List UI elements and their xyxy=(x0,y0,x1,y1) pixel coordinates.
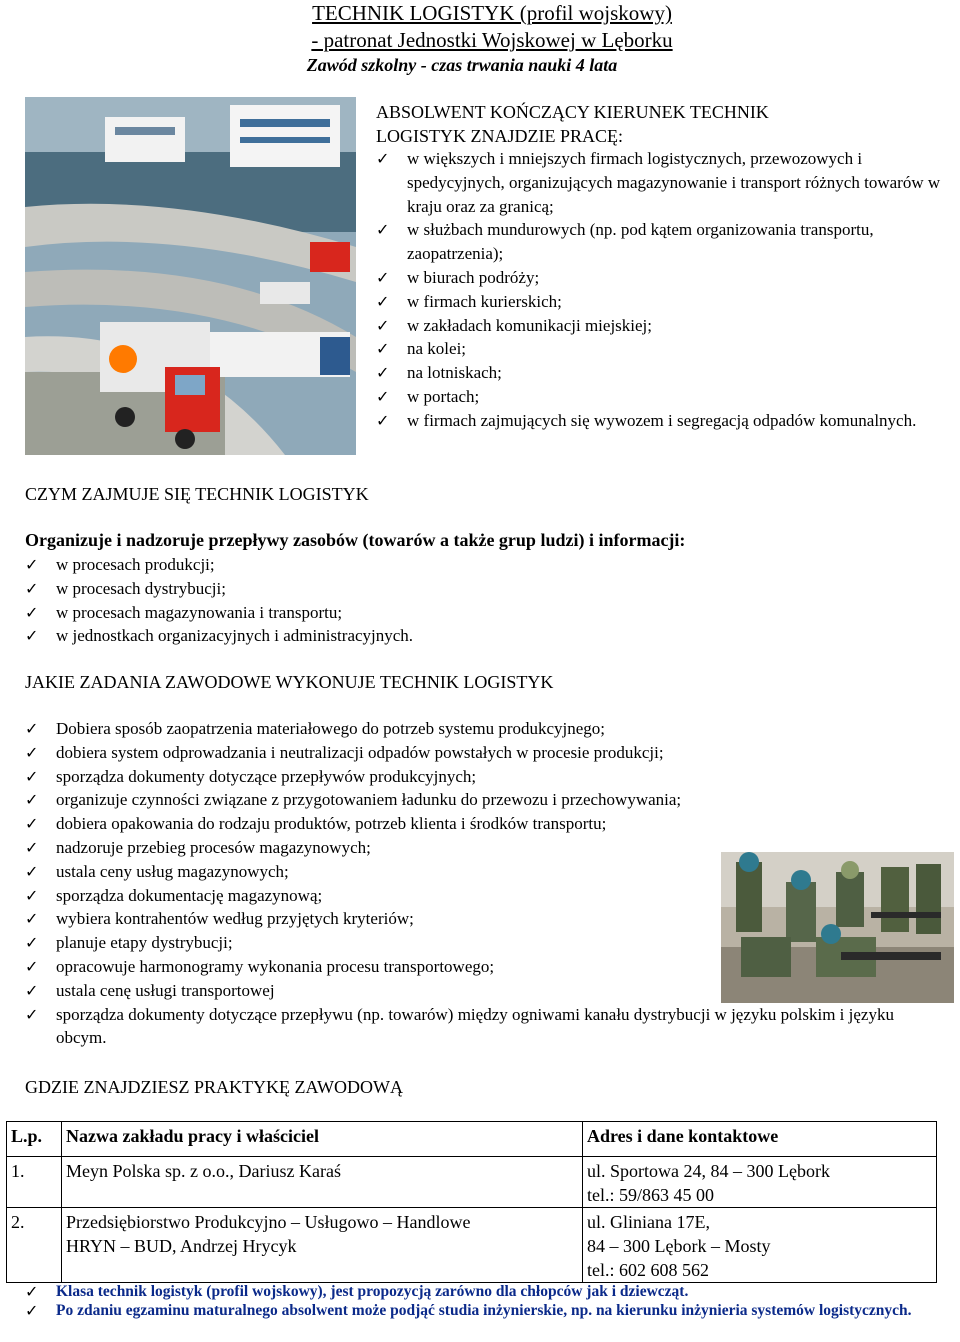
list-item: ✓ dobiera system odprowadzania i neutralizacji odpadów powstałych w procesie produkcji; xyxy=(25,741,937,765)
column-header-name: Nazwa zakładu pracy i właściciel xyxy=(62,1122,583,1157)
list-item: ✓ w zakładach komunikacji miejskiej; xyxy=(376,314,956,338)
czym-list xyxy=(25,553,925,648)
cell-name: Meyn Polska sp. z o.o., Dariusz Karaś xyxy=(62,1157,583,1208)
notes-list xyxy=(25,1282,925,1320)
table-row xyxy=(7,1208,937,1283)
list-item: ✓ w większych i mniejszych firmach logistycznych, przewozowych i spedycyjnych, organizujących magazynowanie i transport różnych towarów w kraju oraz za granicą; xyxy=(376,147,956,218)
column-header-address: Adres i dane kontaktowe xyxy=(583,1122,937,1157)
zadania-list xyxy=(25,717,937,1050)
praktyka-heading: GDZIE ZNAJDZIESZ PRAKTYKĘ ZAWODOWĄ xyxy=(25,1077,403,1097)
czym-intro: Organizuje i nadzoruje przepływy zasobów (towarów a także grup ludzi) i informacji: xyxy=(25,530,686,550)
czym-heading: CZYM ZAJMUJE SIĘ TECHNIK LOGISTYK xyxy=(25,484,369,504)
school-duration-note: Zawód szkolny - czas trwania nauki 4 lata xyxy=(306,55,618,75)
page-title: TECHNIK LOGISTYK (profil wojskowy) xyxy=(312,1,672,25)
list-item: ✓ w procesach magazynowania i transportu; xyxy=(25,601,925,625)
page-subtitle: - patronat Jednostki Wojskowej w Lęborku xyxy=(311,28,673,52)
list-item: ✓ w firmach zajmujących się wywozem i segregacją odpadów komunalnych. xyxy=(376,409,956,433)
list-item: ✓ w procesach dystrybucji; xyxy=(25,577,925,601)
list-item: ✓ sporządza dokumenty dotyczące przepływów produkcyjnych; xyxy=(25,765,937,789)
praktyka-table xyxy=(6,1121,937,1283)
list-item: ✓ organizuje czynności związane z przygotowaniem ładunku do przewozu i przechowywania; xyxy=(25,788,937,812)
zadania-heading: JAKIE ZADANIA ZAWODOWE WYKONUJE TECHNIK LOGISTYK xyxy=(25,672,554,692)
list-item: ✓ w jednostkach organizacyjnych i administracyjnych. xyxy=(25,624,925,648)
list-item: ✓ dobiera opakowania do rodzaju produktów, potrzeb klienta i środków transportu; xyxy=(25,812,937,836)
absolwent-heading: ABSOLWENT KOŃCZĄCY KIERUNEK TECHNIK LOGISTYK ZNAJDZIE PRACĘ: xyxy=(376,102,769,146)
list-item: ✓ sporządza dokumenty dotyczące przepływu (np. towarów) między ogniwami kanału dystrybucji w języku polskim i języku obcym. xyxy=(25,1003,937,1051)
list-item: ✓ ustala cenę usługi transportowej xyxy=(25,979,937,1003)
absolwent-list xyxy=(376,147,956,433)
list-item: ✓ w służbach mundurowych (np. pod kątem organizowania transportu, zaopatrzenia); xyxy=(376,218,956,266)
list-item: ✓ w biurach podróży; xyxy=(376,266,956,290)
note-item: ✓ Klasa technik logistyk (profil wojskowy), jest propozycją zarówno dla chłopców jak i dziewcząt. xyxy=(25,1282,925,1301)
list-item: ✓ opracowuje harmonogramy wykonania procesu transportowego; xyxy=(25,955,937,979)
cell-lp: 1. xyxy=(7,1157,62,1208)
list-item: ✓ na lotniskach; xyxy=(376,361,956,385)
cell-name: Przedsiębiorstwo Produkcyjno – Usługowo – Handlowe HRYN – BUD, Andrzej Hrycyk xyxy=(62,1208,583,1283)
table-row xyxy=(7,1157,937,1208)
list-item: ✓ w procesach produkcji; xyxy=(25,553,925,577)
list-item: ✓ na kolei; xyxy=(376,337,956,361)
list-item: ✓ sporządza dokumentację magazynową; xyxy=(25,884,937,908)
list-item: ✓ ustala ceny usług magazynowych; xyxy=(25,860,937,884)
list-item: ✓ planuje etapy dystrybucji; xyxy=(25,931,937,955)
list-item: ✓ w portach; xyxy=(376,385,956,409)
cell-address: ul. Sportowa 24, 84 – 300 Lębork tel.: 59/863 45 00 xyxy=(583,1157,937,1208)
list-item: ✓ w firmach kurierskich; xyxy=(376,290,956,314)
list-item: ✓ wybiera kontrahentów według przyjętych kryteriów; xyxy=(25,907,937,931)
list-item: ✓ Dobiera sposób zaopatrzenia materiałowego do potrzeb systemu produkcyjnego; xyxy=(25,717,937,741)
table-header-row xyxy=(7,1122,937,1157)
cell-address: ul. Gliniana 17E, 84 – 300 Lębork – Mosty tel.: 602 608 562 xyxy=(583,1208,937,1283)
list-item: ✓ nadzoruje przebieg procesów magazynowych; xyxy=(25,836,937,860)
port-trucks-ferry-photo xyxy=(25,97,356,455)
note-item: ✓ Po zdaniu egzaminu maturalnego absolwent może podjąć studia inżynierskie, np. na kierunku inżynieria systemów logistycznych. xyxy=(25,1301,925,1320)
column-header-lp: L.p. xyxy=(7,1122,62,1157)
cell-lp: 2. xyxy=(7,1208,62,1283)
